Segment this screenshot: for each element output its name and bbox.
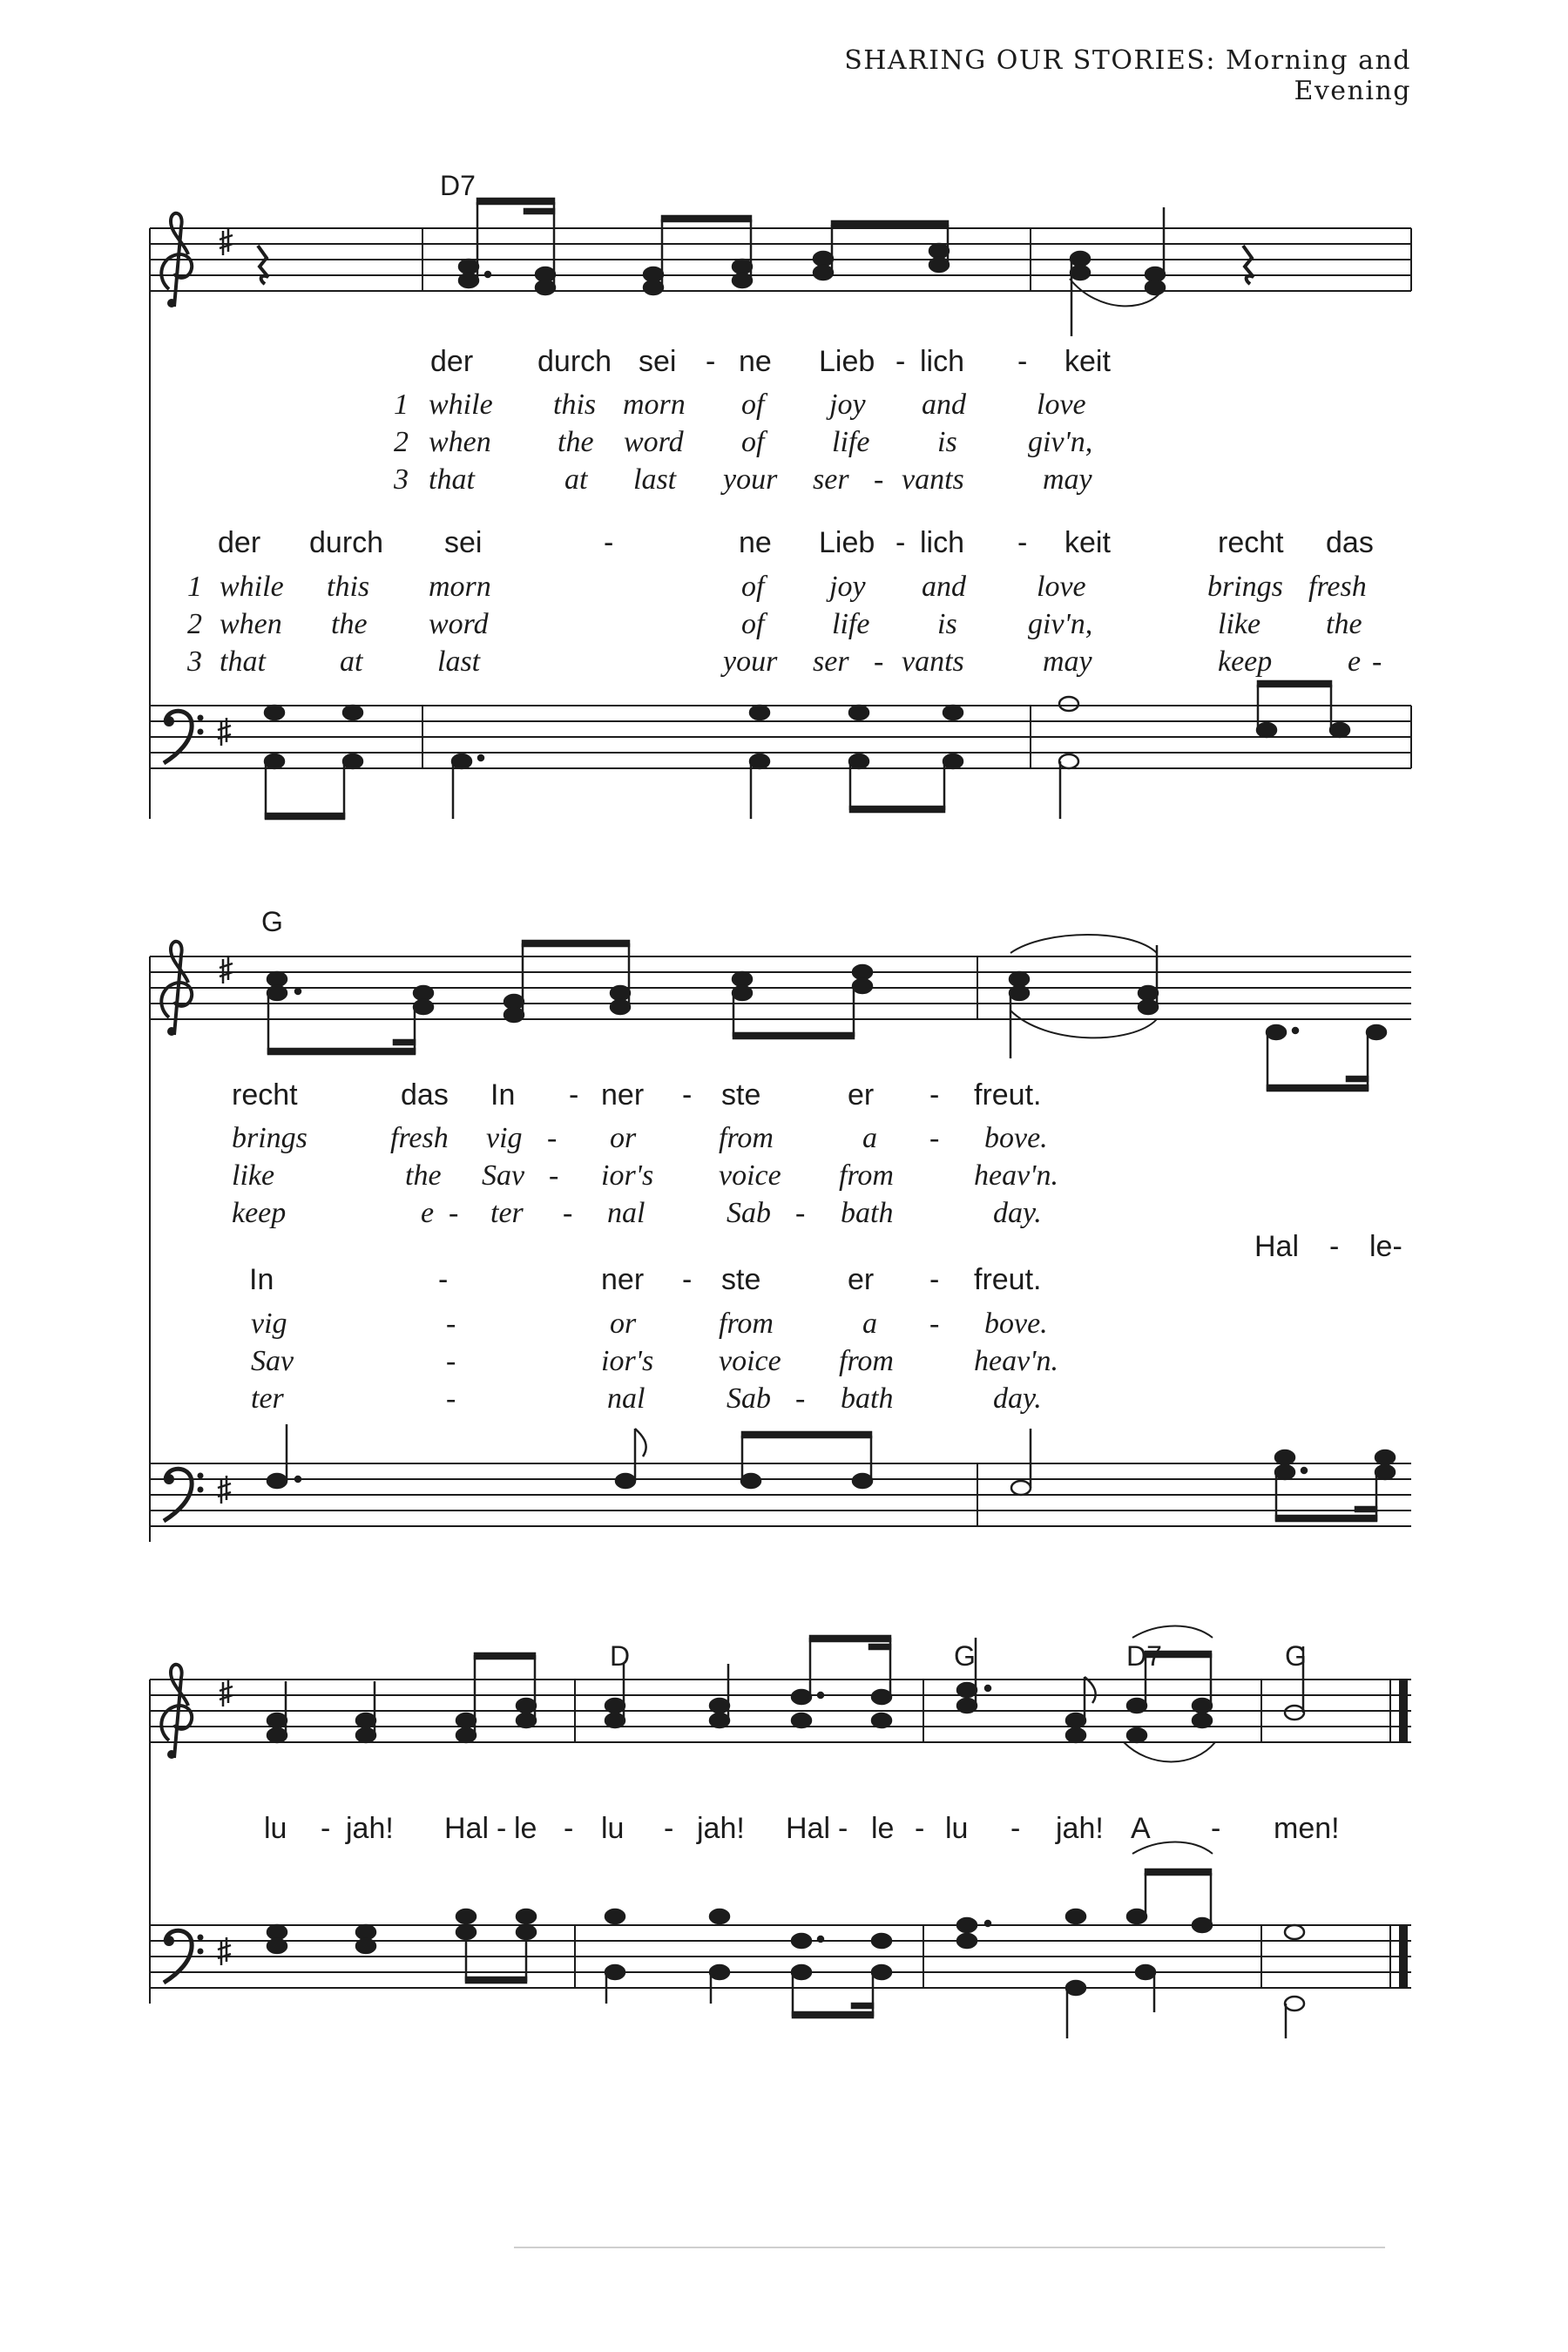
system-2 — [150, 935, 1411, 1542]
lyric-syllable: In — [249, 1263, 274, 1296]
lyric-syllable: bath — [841, 1197, 894, 1229]
lyric-syllable: Hal — [786, 1812, 831, 1845]
system-1 — [150, 199, 1411, 819]
lyric-syllable: bove. — [984, 1122, 1048, 1154]
lyric-syllable: e — [1348, 645, 1362, 678]
lyric-syllable: - — [438, 1263, 449, 1296]
lyric-syllable: heav'n. — [974, 1159, 1058, 1192]
lyric-syllable: at — [564, 463, 588, 496]
lyric-syllable: giv'n, — [1028, 426, 1093, 458]
bass-notes-2 — [267, 1424, 1395, 1521]
lyric-syllable: - — [929, 1122, 940, 1154]
verse-number: 1 — [394, 389, 409, 421]
lyric-syllable: or — [610, 1308, 637, 1340]
lyric-syllable: and — [922, 389, 966, 421]
lyric-syllable: ser — [813, 463, 849, 496]
lyric-syllable: le — [871, 1812, 895, 1845]
lyric-syllable: the — [1326, 608, 1362, 640]
lyric-syllable: love — [1037, 571, 1086, 603]
lyric-syllable: - — [1372, 645, 1382, 678]
lyric-syllable: der — [430, 345, 474, 378]
lyric-syllable: Sab — [727, 1382, 771, 1415]
lyric-syllable: is — [937, 426, 957, 458]
lyric-syllable: life — [832, 426, 870, 458]
lyric-syllable: a — [862, 1122, 877, 1154]
lyric-syllable: freut. — [974, 1263, 1042, 1296]
lyric-syllable: while — [220, 571, 284, 603]
lyric-syllable: Hal — [444, 1812, 490, 1845]
lyric-syllable: ner — [601, 1078, 645, 1112]
lyric-syllable: e — [421, 1197, 435, 1229]
quarter-rest-icon — [1243, 246, 1254, 284]
chord-symbol: D7 — [1126, 1640, 1162, 1672]
lyric-syllable: of — [741, 426, 765, 458]
bass-staff-2 — [150, 1463, 1411, 1526]
lyric-syllable: durch — [537, 345, 612, 378]
bass-staff-3 — [150, 1925, 1411, 2004]
system-3 — [150, 1626, 1411, 2039]
lyric-syllable: while — [429, 389, 493, 421]
lyric-syllable: - — [1017, 526, 1028, 559]
verse-number: 3 — [187, 645, 202, 678]
lyric-syllable: men! — [1274, 1812, 1340, 1845]
lyric-syllable: joy — [829, 571, 866, 603]
lyric-syllable: lu — [601, 1812, 625, 1845]
lyric-syllable: brings — [232, 1122, 308, 1154]
lyric-syllable: brings — [1207, 571, 1283, 603]
lyric-syllable: keep — [232, 1197, 287, 1229]
bass-notes-1 — [265, 681, 1349, 819]
lyric-syllable: from — [839, 1159, 894, 1192]
lyric-syllable: A — [1131, 1812, 1151, 1845]
lyric-syllable: vants — [902, 463, 964, 496]
lyric-syllable: lu — [264, 1812, 287, 1845]
lyric-syllable: sei — [444, 526, 483, 559]
lyric-syllable: durch — [309, 526, 384, 559]
lyric-syllable: - — [874, 463, 884, 496]
lyric-syllable: le- — [1369, 1230, 1402, 1263]
lyric-syllable: - — [896, 526, 906, 559]
lyric-syllable: giv'n, — [1028, 608, 1093, 640]
lyric-syllable: love — [1037, 389, 1086, 421]
chord-symbol: G — [261, 906, 283, 937]
lyric-syllable: - — [838, 1812, 848, 1845]
final-barline — [1399, 1925, 1408, 1988]
lyric-syllable: day. — [993, 1382, 1042, 1415]
lyric-syllable: may — [1043, 645, 1092, 678]
bass-staff-1 — [150, 706, 1411, 768]
lyric-syllable: lich — [920, 345, 965, 378]
lyric-syllable: - — [449, 1197, 459, 1229]
lyric-syllable: from — [719, 1122, 774, 1154]
lyric-syllable: nal — [607, 1382, 645, 1415]
lyric-syllable: - — [446, 1382, 456, 1415]
lyric-syllable: - — [896, 345, 906, 378]
lyric-syllable: and — [922, 571, 966, 603]
lyric-syllable: fresh — [1308, 571, 1367, 603]
lyric-syllable: - — [446, 1308, 456, 1340]
lyric-syllable: - — [1010, 1812, 1021, 1845]
lyric-syllable: - — [569, 1078, 579, 1112]
lyric-syllable: nal — [607, 1197, 645, 1229]
lyric-syllable: - — [1211, 1812, 1221, 1845]
lyric-syllable: of — [741, 389, 765, 421]
lyric-syllable: - — [547, 1122, 558, 1154]
lyric-syllable: jah! — [697, 1812, 745, 1845]
lyric-syllable: when — [429, 426, 491, 458]
lyric-syllable: - — [664, 1812, 674, 1845]
lyric-syllable: ste — [721, 1263, 761, 1296]
lyric-syllable: Sav — [251, 1345, 294, 1377]
lyric-syllable: voice — [719, 1159, 781, 1192]
lyric-syllable: Sab — [727, 1197, 771, 1229]
lyric-syllable: ne — [739, 526, 772, 559]
lyric-syllable: at — [340, 645, 363, 678]
chord-symbol: G — [1285, 1640, 1307, 1672]
lyric-syllable: - — [564, 1812, 574, 1845]
lyric-syllable: heav'n. — [974, 1345, 1058, 1377]
lyric-syllable: In — [490, 1078, 516, 1112]
lyric-syllable: - — [1017, 345, 1028, 378]
lyric-syllable: bath — [841, 1382, 894, 1415]
verse-number: 3 — [394, 463, 409, 496]
chord-symbol: D — [610, 1640, 631, 1672]
lyric-syllable: - — [929, 1263, 940, 1296]
lyric-syllable: Lieb — [819, 526, 875, 559]
lyric-syllable: bove. — [984, 1308, 1048, 1340]
lyric-syllable: - — [321, 1812, 331, 1845]
lyric-syllable: keep — [1218, 645, 1273, 678]
sharp-icon — [220, 956, 233, 983]
lyric-syllable: - — [706, 345, 716, 378]
lyric-syllable: a — [862, 1308, 877, 1340]
treble-staff-2 — [150, 956, 1411, 1542]
lyric-syllable: word — [624, 426, 684, 458]
chord-symbol: D7 — [440, 170, 476, 201]
lyric-syllable: - — [795, 1197, 806, 1229]
lyric-syllable: ter — [490, 1197, 524, 1229]
lyric-syllable: sei — [639, 345, 677, 378]
lyric-syllable: - — [604, 526, 614, 559]
lyric-syllable: - — [446, 1345, 456, 1377]
lyric-syllable: or — [610, 1122, 637, 1154]
lyric-syllable: your — [723, 463, 778, 496]
lyric-syllable: joy — [829, 389, 866, 421]
lyric-syllable: er — [848, 1078, 875, 1112]
lyric-syllable: der — [218, 526, 261, 559]
lyric-syllable: ter — [251, 1382, 284, 1415]
lyric-syllable: - — [929, 1308, 940, 1340]
lyric-syllable: vig — [251, 1308, 287, 1340]
lyric-syllable: ste — [721, 1078, 761, 1112]
verse-number: 2 — [187, 608, 202, 640]
lyric-syllable: Sav — [482, 1159, 525, 1192]
lyric-syllable: of — [741, 571, 765, 603]
lyric-syllable: - — [1329, 1230, 1340, 1263]
lyric-syllable: keit — [1064, 526, 1111, 559]
lyric-syllable: that — [429, 463, 475, 496]
lyric-syllable: freut. — [974, 1078, 1042, 1112]
lyric-syllable: day. — [993, 1197, 1042, 1229]
chord-symbol: G — [954, 1640, 976, 1672]
lyric-syllable: ner — [601, 1263, 645, 1296]
lyric-syllable: voice — [719, 1345, 781, 1377]
treble-staff-1 — [150, 228, 1411, 819]
lyric-syllable: like — [232, 1159, 275, 1192]
lyric-syllable: ne — [739, 345, 772, 378]
verse-number: 1 — [187, 571, 202, 603]
treble-notes-2 — [267, 935, 1386, 1091]
lyric-syllable: - — [497, 1812, 507, 1845]
lyric-syllable: this — [327, 571, 370, 603]
sharp-icon — [220, 227, 233, 255]
verse-number: 2 — [394, 426, 409, 458]
lyric-syllable: - — [915, 1812, 925, 1845]
lyric-syllable: das — [401, 1078, 449, 1112]
lyric-syllable: Lieb — [819, 345, 875, 378]
lyric-syllable: like — [1218, 608, 1261, 640]
lyric-syllable: recht — [232, 1078, 298, 1112]
lyric-syllable: - — [563, 1197, 573, 1229]
lyric-syllable: recht — [1218, 526, 1284, 559]
lyric-syllable: that — [220, 645, 266, 678]
lyric-syllable: vants — [902, 645, 964, 678]
lyric-syllable: word — [429, 608, 489, 640]
lyric-syllable: life — [832, 608, 870, 640]
lyric-syllable: er — [848, 1263, 875, 1296]
lyric-syllable: last — [437, 645, 481, 678]
lyric-syllable: may — [1043, 463, 1092, 496]
lyric-syllable: - — [929, 1078, 940, 1112]
lyric-syllable: ser — [813, 645, 849, 678]
lyric-syllable: last — [633, 463, 677, 496]
lyric-syllable: morn — [429, 571, 491, 603]
lyric-syllable: lich — [920, 526, 965, 559]
lyric-syllable: this — [553, 389, 597, 421]
quarter-rest-icon — [258, 246, 268, 284]
lyric-syllable: - — [795, 1382, 806, 1415]
lyric-syllable: - — [682, 1078, 693, 1112]
sharp-icon — [220, 1679, 233, 1707]
lyric-syllable: jah! — [1056, 1812, 1104, 1845]
lyric-syllable: keit — [1064, 345, 1111, 378]
lyric-syllable: das — [1326, 526, 1374, 559]
lyric-syllable: the — [558, 426, 594, 458]
lyric-syllable: the — [331, 608, 368, 640]
lyric-syllable: vig — [486, 1122, 523, 1154]
lyric-syllable: - — [874, 645, 884, 678]
lyric-syllable: your — [723, 645, 778, 678]
lyric-syllable: from — [719, 1308, 774, 1340]
lyric-syllable: is — [937, 608, 957, 640]
final-barline — [1399, 1680, 1408, 1742]
lyric-syllable: of — [741, 608, 765, 640]
lyric-syllable: fresh — [390, 1122, 449, 1154]
lyric-syllable: ior's — [601, 1345, 654, 1377]
treble-notes-1 — [459, 199, 1165, 336]
page-header: SHARING OUR STORIES: Morning and Evening — [844, 45, 1411, 106]
lyric-syllable: when — [220, 608, 282, 640]
lyric-syllable: from — [839, 1345, 894, 1377]
lyric-syllable: le — [514, 1812, 537, 1845]
lyric-syllable: - — [549, 1159, 559, 1192]
treble-staff-3 — [150, 1680, 1411, 2004]
lyric-syllable: - — [682, 1263, 693, 1296]
lyric-syllable: lu — [945, 1812, 969, 1845]
lyric-syllable: ior's — [601, 1159, 654, 1192]
lyric-syllable: Hal — [1254, 1230, 1300, 1263]
lyric-syllable: jah! — [346, 1812, 394, 1845]
lyric-syllable: the — [405, 1159, 442, 1192]
lyric-syllable: morn — [623, 389, 686, 421]
